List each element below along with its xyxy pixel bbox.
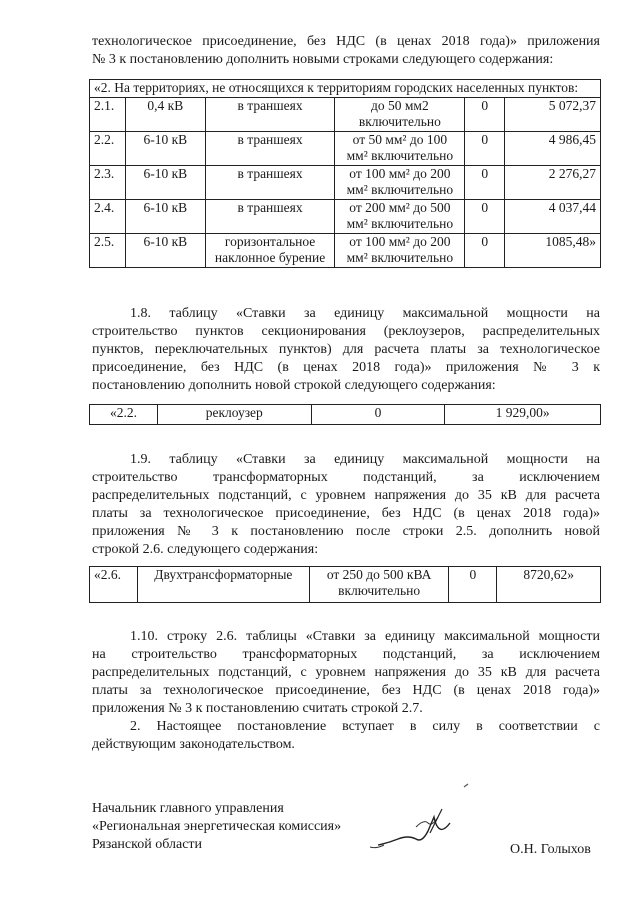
row-num: «2.2. bbox=[90, 405, 158, 425]
range-line-2: мм² включительно bbox=[346, 182, 454, 197]
para-1-10-line: на строительство трансформаторных подстанций, за исключением bbox=[92, 647, 600, 662]
para-1-9-line: 1.9. таблицу «Ставки за единицу максимальной мощности на bbox=[130, 452, 600, 467]
row-name: Двухтрансформаторные bbox=[137, 567, 309, 603]
table-row bbox=[90, 567, 601, 603]
row-voltage: 6-10 кВ bbox=[125, 132, 205, 166]
para-1-10-line: приложения № 3 к постановлению считать строкой 2.7. bbox=[92, 701, 423, 716]
method-line-1: горизонтальное bbox=[224, 234, 316, 249]
table-row bbox=[90, 166, 601, 200]
row-zero: 0 bbox=[465, 234, 505, 268]
row-method: в траншеях bbox=[205, 98, 335, 132]
row-range bbox=[335, 234, 465, 268]
range-line-1: от 50 мм² до 100 bbox=[352, 132, 448, 147]
para-1-9-line: распределительных подстанций, с уровнем напряжения до 35 кВ для расчета bbox=[92, 488, 600, 503]
row-voltage: 6-10 кВ bbox=[125, 200, 205, 234]
para-1-10-line: 1.10. строку 2.6. таблицы «Ставки за единицу максимальной мощности bbox=[130, 629, 600, 644]
para-1-8-line: 1.8. таблицу «Ставки за единицу максимальной мощности на bbox=[130, 306, 600, 321]
para-1-9-line: строительство трансформаторных подстанций, за исключением bbox=[92, 470, 600, 485]
range-line-2: мм² включительно bbox=[346, 148, 454, 163]
range-line-1: до 50 мм2 bbox=[371, 98, 429, 113]
row-range bbox=[335, 200, 465, 234]
table-transformer bbox=[89, 566, 601, 603]
para-2-line: 2. Настоящее постановление вступает в силу в соответствии с bbox=[130, 719, 600, 734]
table-row bbox=[90, 405, 601, 425]
table-row bbox=[90, 132, 601, 166]
para-1-8-line: присоединение, без НДС (в ценах 2018 года)» приложения № 3 к bbox=[92, 360, 600, 375]
para-1-8-line: пунктов, переключательных пунктов) для расчета платы за технологическое bbox=[92, 342, 600, 357]
row-num: 2.3. bbox=[90, 166, 126, 200]
row-num: «2.6. bbox=[90, 567, 138, 603]
intro-line-1: технологическое присоединение, без НДС (в ценах 2018 года)» приложения bbox=[92, 34, 600, 49]
range-line-1: от 100 мм² до 200 bbox=[349, 234, 451, 249]
row-range bbox=[335, 132, 465, 166]
table-row bbox=[90, 200, 601, 234]
row-price: 5 072,37 bbox=[505, 98, 601, 132]
row-voltage: 0,4 кВ bbox=[125, 98, 205, 132]
para-1-10-line: платы за технологическое присоединение, без НДС (в ценах 2018 года)» bbox=[92, 683, 600, 698]
table-header: «2. На территориях, не относящихся к территориям городских населенных пунктов: bbox=[90, 80, 601, 98]
table-territories bbox=[89, 79, 601, 268]
row-range bbox=[335, 98, 465, 132]
row-price: 4 986,45 bbox=[505, 132, 601, 166]
intro-line-2: № 3 к постановлению дополнить новыми строками следующего содержания: bbox=[92, 52, 554, 67]
range-line-2: мм² включительно bbox=[346, 216, 454, 231]
para-2-line: действующим законодательством. bbox=[92, 737, 295, 752]
row-price: 4 037,44 bbox=[505, 200, 601, 234]
range-line-2: мм² включительно bbox=[346, 250, 454, 265]
row-zero: 0 bbox=[465, 132, 505, 166]
range-line-2: включительно bbox=[358, 114, 441, 129]
para-1-9-line: приложения № 3 к постановлению после строки 2.5. дополнить новой bbox=[92, 524, 600, 539]
signature-position-line-2: «Региональная энергетическая комиссия» bbox=[92, 819, 342, 834]
row-price: 1085,48» bbox=[505, 234, 601, 268]
range-line-2: включительно bbox=[338, 583, 421, 598]
table-row bbox=[90, 98, 601, 132]
row-zero: 0 bbox=[465, 200, 505, 234]
row-num: 2.2. bbox=[90, 132, 126, 166]
row-method: в траншеях bbox=[205, 132, 335, 166]
signature-position-line-3: Рязанской области bbox=[92, 837, 203, 852]
row-zero: 0 bbox=[465, 166, 505, 200]
method-line-2: наклонное бурение bbox=[214, 250, 326, 265]
row-method: в траншеях bbox=[205, 166, 335, 200]
row-method bbox=[205, 234, 335, 268]
para-1-9-line: платы за технологическое присоединение, без НДС (в ценах 2018 года)» bbox=[92, 506, 600, 521]
row-zero: 0 bbox=[311, 405, 445, 425]
range-line-1: от 250 до 500 кВА bbox=[326, 567, 432, 582]
signature-position-line-1: Начальник главного управления bbox=[92, 801, 284, 816]
row-range bbox=[309, 567, 449, 603]
row-price: 8720,62» bbox=[497, 567, 601, 603]
range-line-1: от 200 мм² до 500 bbox=[349, 200, 451, 215]
signatory-name: О.Н. Голыхов bbox=[510, 842, 591, 857]
table-recloser bbox=[89, 404, 601, 425]
row-zero: 0 bbox=[449, 567, 497, 603]
table-row bbox=[90, 234, 601, 268]
range-line-1: от 100 мм² до 200 bbox=[349, 166, 451, 181]
para-1-8-line: строительство пунктов секционирования (реклоузеров, распределительных bbox=[92, 324, 600, 339]
row-voltage: 6-10 кВ bbox=[125, 166, 205, 200]
row-voltage: 6-10 кВ bbox=[125, 234, 205, 268]
row-price: 2 276,27 bbox=[505, 166, 601, 200]
row-zero: 0 bbox=[465, 98, 505, 132]
para-1-9-line: строкой 2.6. следующего содержания: bbox=[92, 542, 319, 557]
para-1-10-line: распределительных подстанций, с уровнем напряжения до 35 кВ для расчета bbox=[92, 665, 600, 680]
row-num: 2.1. bbox=[90, 98, 126, 132]
para-1-8-line: постановлению дополнить новой строкой следующего содержания: bbox=[92, 378, 496, 393]
row-method: в траншеях bbox=[205, 200, 335, 234]
row-name: реклоузер bbox=[157, 405, 311, 425]
row-price: 1 929,00» bbox=[445, 405, 601, 425]
row-num: 2.5. bbox=[90, 234, 126, 268]
handwritten-signature bbox=[360, 775, 480, 855]
row-num: 2.4. bbox=[90, 200, 126, 234]
row-range bbox=[335, 166, 465, 200]
